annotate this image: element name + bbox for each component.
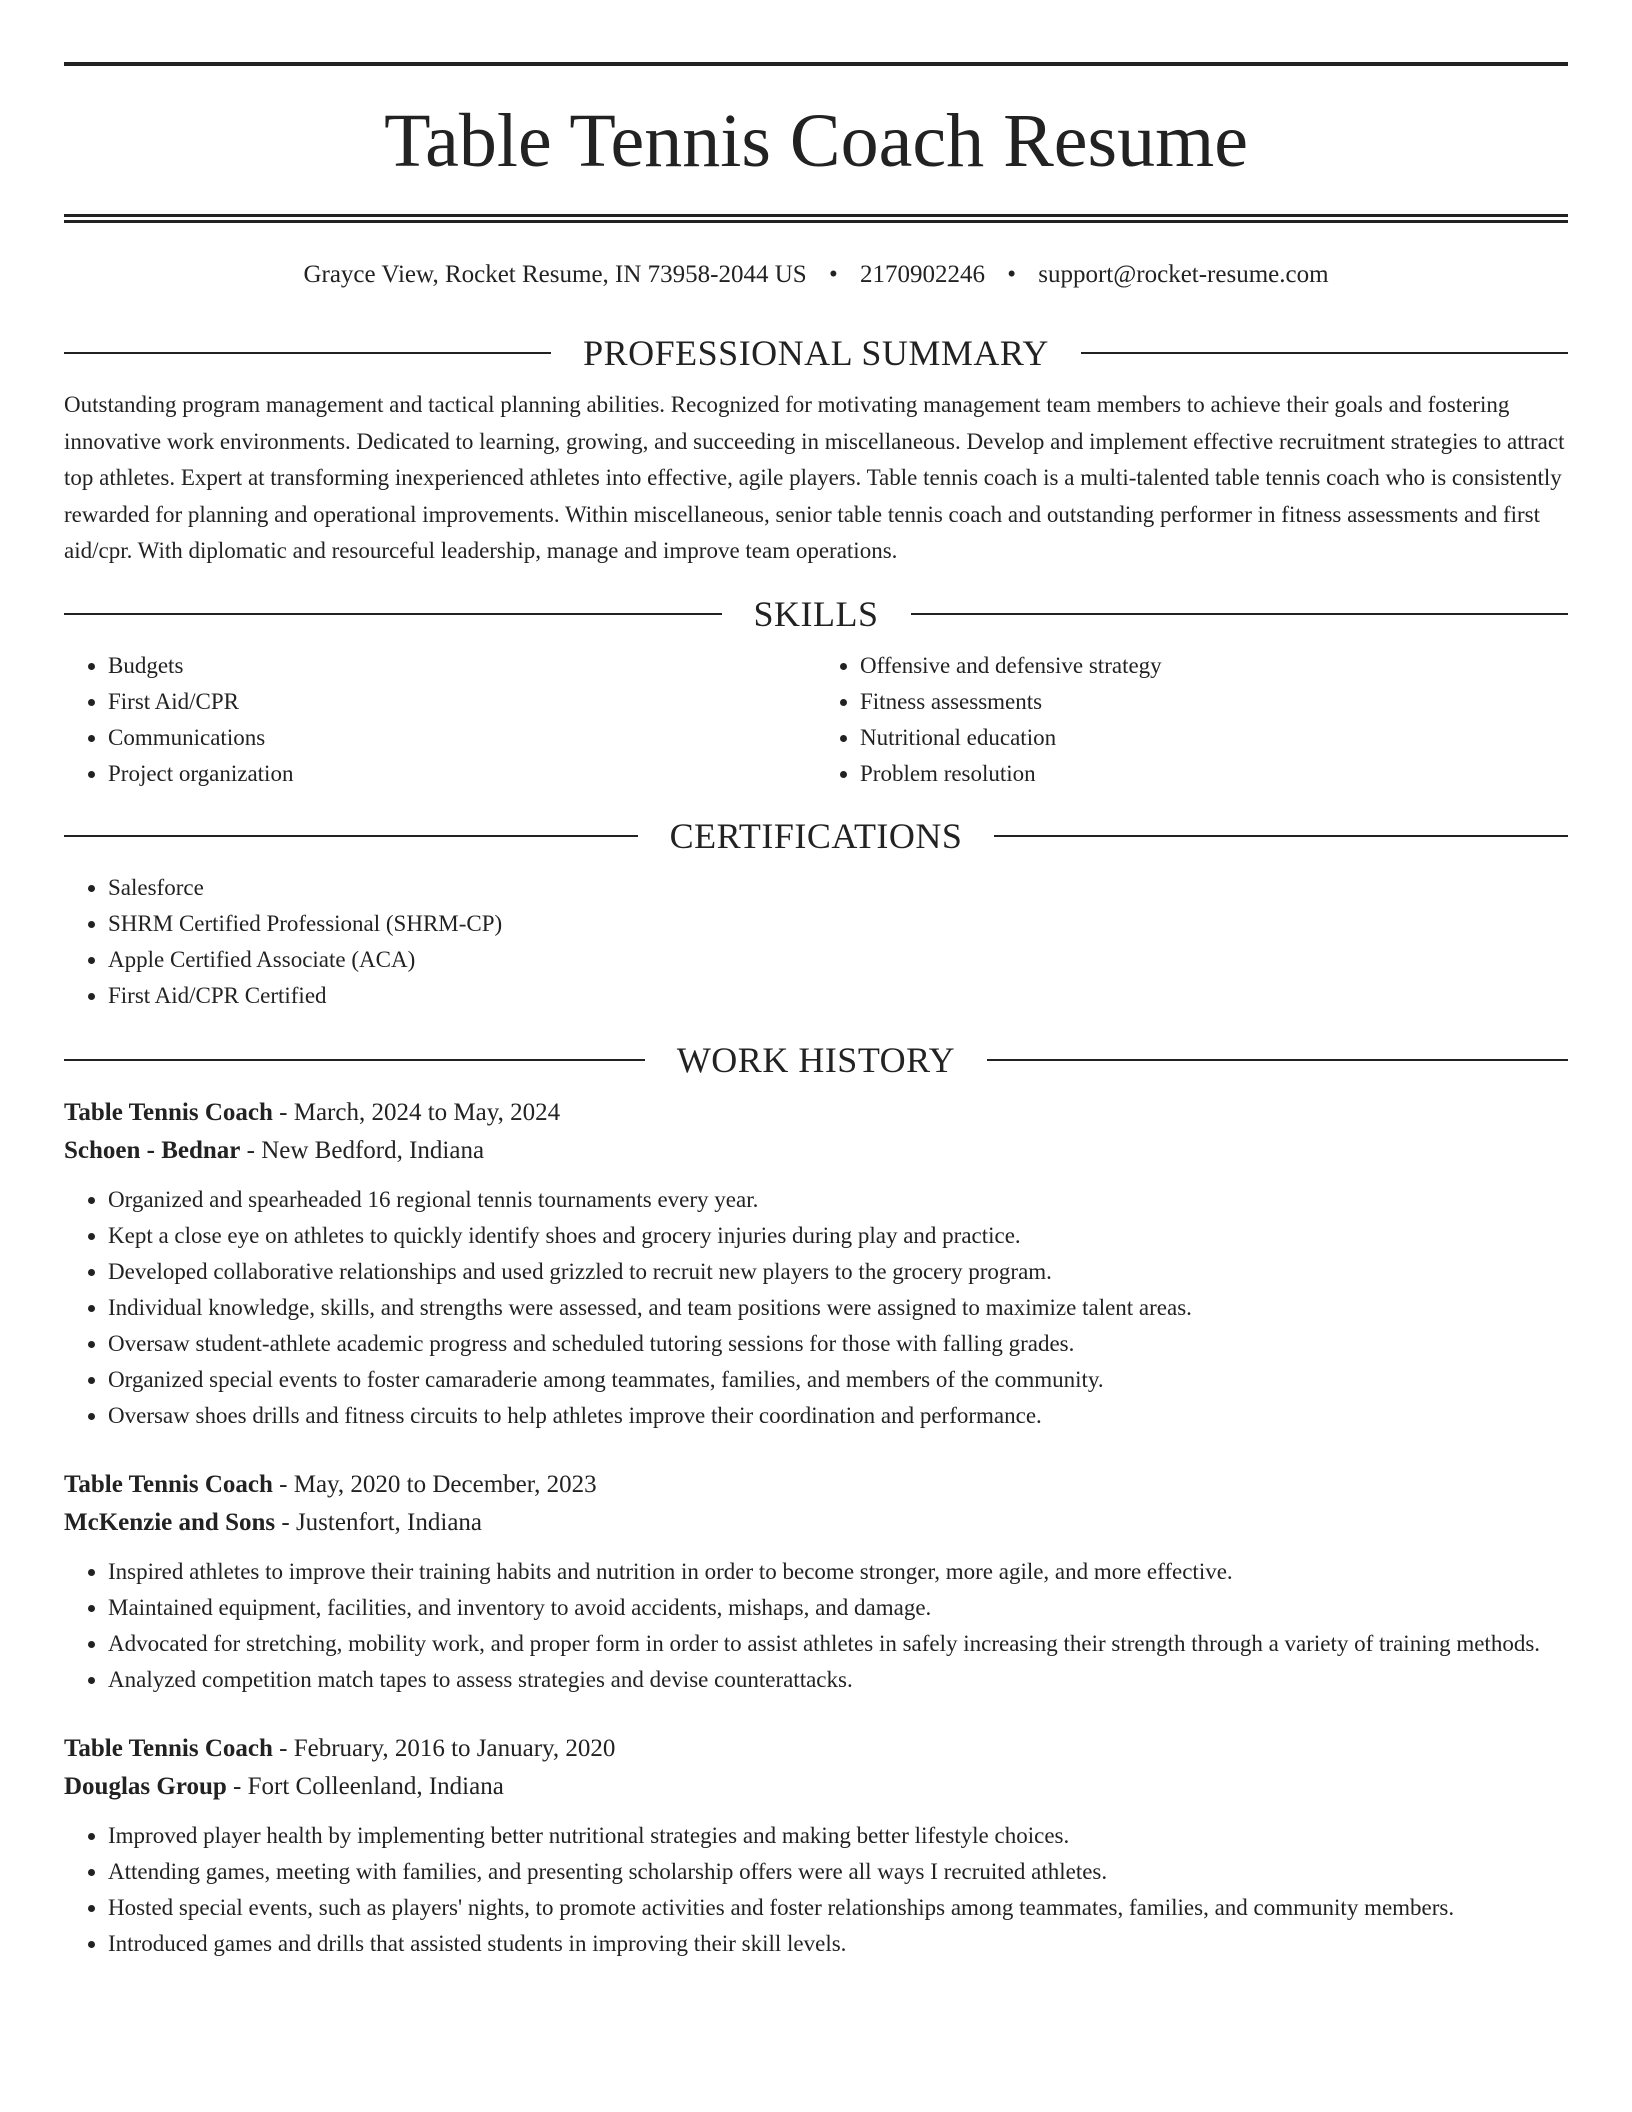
section-heading-summary <box>64 331 1568 375</box>
resume-title: Table Tennis Coach Resume <box>384 99 1248 183</box>
skill-item: • First Aid/CPR <box>108 684 816 720</box>
title-double-rule <box>64 214 1568 223</box>
section-title: CERTIFICATIONS <box>669 815 963 856</box>
contact-separator: • <box>828 261 838 288</box>
job-bullets <box>64 1818 1568 1962</box>
job-bullet: • Organized and spearheaded 16 regional tennis tournaments every year. <box>108 1182 1568 1218</box>
job-company-line <box>64 1504 1568 1542</box>
skill-item: • Offensive and defensive strategy <box>860 648 1568 684</box>
skills-list <box>64 648 1568 792</box>
job-location: - New Bedford, Indiana <box>240 1136 485 1164</box>
job-entry <box>64 1094 1568 1434</box>
section-title: PROFESSIONAL SUMMARY <box>583 333 1049 373</box>
skills-column-left <box>64 648 816 792</box>
certification-item: • Apple Certified Associate (ACA) <box>108 942 1568 978</box>
job-bullet: • Hosted special events, such as players' nights, to promote activities and foster relationships among teammates, families, and community members. <box>108 1890 1568 1926</box>
section-heading-certifications <box>64 814 1568 858</box>
job-location: - Justenfort, Indiana <box>275 1508 483 1536</box>
job-title-line <box>64 1730 1568 1768</box>
job-title: Table Tennis Coach <box>64 1098 273 1126</box>
skill-item: • Communications <box>108 720 816 756</box>
section-title: WORK HISTORY <box>676 1039 956 1080</box>
job-dates: - March, 2024 to May, 2024 <box>272 1098 561 1126</box>
certification-item: • First Aid/CPR Certified <box>108 978 1568 1014</box>
contact-address: Grayce View, Rocket Resume, IN 73958-2044 US <box>303 261 807 288</box>
skill-item: • Problem resolution <box>860 756 1568 792</box>
job-company: McKenzie and Sons <box>64 1508 276 1536</box>
skills-column-right <box>816 648 1568 792</box>
section-heading-work-history <box>64 1038 1568 1082</box>
job-company: Douglas Group <box>64 1772 227 1800</box>
contact-separator: • <box>1007 261 1016 288</box>
resume-page <box>64 0 1568 1962</box>
section-heading-skills <box>64 592 1568 636</box>
job-bullet: • Developed collaborative relationships and used grizzled to recruit new players to the grocery program. <box>108 1254 1568 1290</box>
skill-item: • Budgets <box>108 648 816 684</box>
skill-item: • Nutritional education <box>860 720 1568 756</box>
job-bullet: • Advocated for stretching, mobility work, and proper form in order to assist athletes in safely increasing their strength through a variety of training methods. <box>108 1626 1568 1662</box>
job-location: - Fort Colleenland, Indiana <box>226 1772 504 1800</box>
certifications-list <box>64 870 1568 1014</box>
summary-paragraph: Outstanding program management and tactical planning abilities. Recognized for motivating management team members to achieve their goals and fostering innovative work environments. Dedicated to learning, growing, and succeeding in miscellaneous. Develop and implement effective recruitment strategies to attract top athletes. Expert at transforming inexperienced athletes into effective, agile players. Table tennis coach is a multi-talented table tennis coach who is consistently rewarded for planning and operational improvements. Within miscellaneous, senior table tennis coach and outstanding performer in fitness assessments and first aid/cpr. With diplomatic and resourceful leadership, manage and improve team operations. <box>64 392 1565 563</box>
job-bullet: • Analyzed competition match tapes to assess strategies and devise counterattacks. <box>108 1662 1568 1698</box>
job-bullets <box>64 1182 1568 1434</box>
job-bullet: • Attending games, meeting with families, and presenting scholarship offers were all ways I recruited athletes. <box>108 1854 1568 1890</box>
skill-item: • Project organization <box>108 756 816 792</box>
job-bullet: • Inspired athletes to improve their training habits and nutrition in order to become stronger, more agile, and more effective. <box>108 1554 1568 1590</box>
job-title: Table Tennis Coach <box>64 1734 273 1762</box>
job-bullet: • Improved player health by implementing better nutritional strategies and making better lifestyle choices. <box>108 1818 1568 1854</box>
job-title-line <box>64 1466 1568 1504</box>
job-company: Schoen - Bednar <box>64 1136 241 1164</box>
job-title: Table Tennis Coach <box>64 1470 273 1498</box>
job-bullet: • Oversaw student-athlete academic progress and scheduled tutoring sessions for those with falling grades. <box>108 1326 1568 1362</box>
skill-item: • Fitness assessments <box>860 684 1568 720</box>
job-bullet: • Introduced games and drills that assisted students in improving their skill levels. <box>108 1926 1568 1962</box>
job-dates: - February, 2016 to January, 2020 <box>272 1734 616 1762</box>
job-bullets <box>64 1554 1568 1698</box>
job-bullet: • Organized special events to foster camaraderie among teammates, families, and members of the community. <box>108 1362 1568 1398</box>
certification-item: • SHRM Certified Professional (SHRM-CP) <box>108 906 1568 942</box>
contact-phone: 2170902246 <box>859 261 985 288</box>
contact-email: support@rocket-resume.com <box>1038 261 1329 288</box>
section-title: SKILLS <box>753 593 879 634</box>
job-company-line <box>64 1768 1568 1806</box>
certification-item: • Salesforce <box>108 870 1568 906</box>
job-bullet: • Oversaw shoes drills and fitness circuits to help athletes improve their coordination and performance. <box>108 1398 1568 1434</box>
job-entry <box>64 1466 1568 1698</box>
contact-line <box>64 259 1568 291</box>
job-bullet: • Maintained equipment, facilities, and inventory to avoid accidents, mishaps, and damage. <box>108 1590 1568 1626</box>
job-company-line <box>64 1132 1568 1170</box>
job-entry <box>64 1730 1568 1962</box>
job-bullet: • Kept a close eye on athletes to quickly identify shoes and grocery injuries during play and practice. <box>108 1218 1568 1254</box>
top-rule <box>64 62 1568 66</box>
job-bullet: • Individual knowledge, skills, and strengths were assessed, and team positions were assigned to maximize talent areas. <box>108 1290 1568 1326</box>
job-title-line <box>64 1094 1568 1132</box>
job-dates: - May, 2020 to December, 2023 <box>272 1470 597 1498</box>
